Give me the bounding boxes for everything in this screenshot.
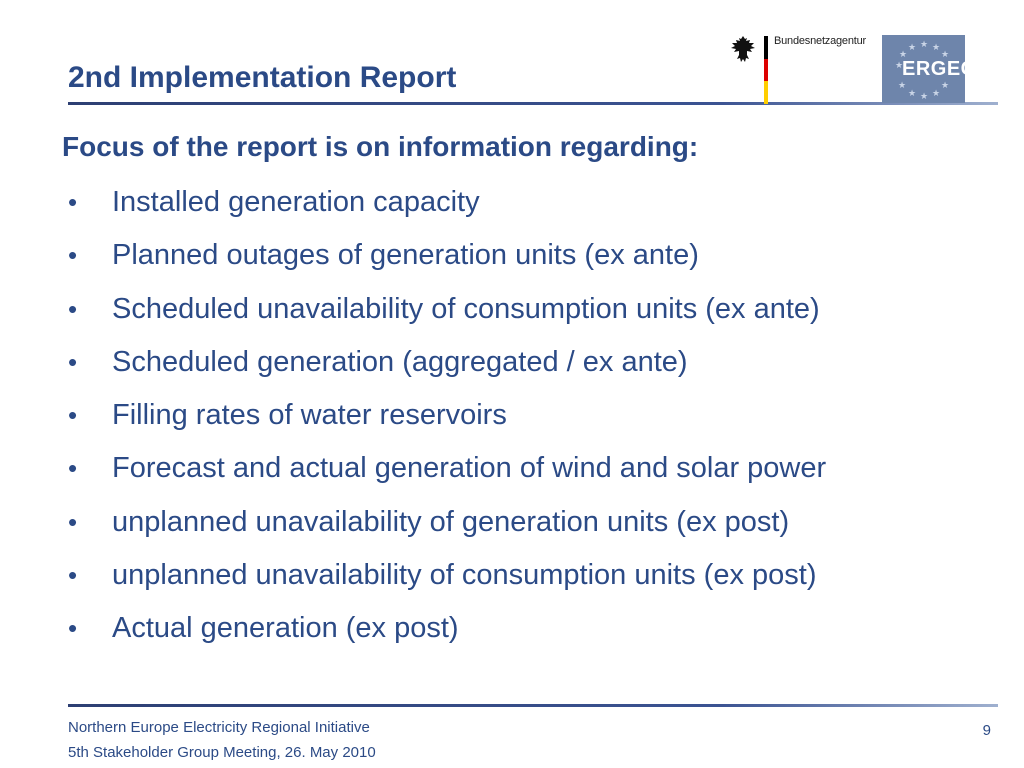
- bundesnetzagentur-label: Bundesnetzagentur: [774, 35, 867, 47]
- svg-text:★: ★: [920, 92, 929, 102]
- bullet-text: Filling rates of water reservoirs: [112, 399, 507, 432]
- bullet-text: Planned outages of generation units (ex ante): [112, 239, 699, 272]
- svg-text:★: ★: [908, 43, 917, 53]
- bullet-icon: •: [68, 400, 78, 431]
- bullet-icon: •: [68, 346, 78, 377]
- footer-meeting: 5th Stakeholder Group Meeting, 26. May 2010: [68, 744, 376, 761]
- svg-text:★: ★: [941, 81, 950, 91]
- bullet-icon: •: [68, 506, 78, 537]
- bullet-text: unplanned unavailability of consumption units (ex post): [112, 559, 817, 592]
- ergeg-label: ERGEG: [902, 58, 977, 80]
- bullet-icon: •: [68, 453, 78, 484]
- svg-text:★: ★: [941, 50, 950, 60]
- focus-subheading: Focus of the report is on information regarding:: [62, 131, 699, 162]
- footer-initiative: Northern Europe Electricity Regional Initiative: [68, 719, 370, 736]
- bullet-text: Installed generation capacity: [112, 186, 480, 218]
- bullet-icon: •: [68, 560, 78, 591]
- german-flag-bar: [764, 36, 768, 104]
- svg-text:★: ★: [908, 89, 917, 99]
- ergeg-logo: [882, 35, 977, 103]
- svg-text:★: ★: [898, 81, 907, 91]
- bundesnetzagentur-logo: [730, 32, 875, 104]
- bullet-icon: •: [68, 187, 78, 217]
- svg-text:★: ★: [932, 43, 941, 53]
- page-number: 9: [982, 722, 991, 739]
- svg-text:★: ★: [895, 61, 904, 71]
- svg-text:★: ★: [920, 40, 929, 50]
- bullet-text: Scheduled unavailability of consumption units (ex ante): [112, 292, 820, 325]
- slide-title: 2nd Implementation Report: [68, 61, 457, 94]
- bullet-icon: •: [68, 613, 78, 644]
- bullet-text: Forecast and actual generation of wind and solar power: [112, 452, 827, 485]
- bullet-text: Scheduled generation (aggregated / ex ante): [112, 345, 688, 378]
- federal-eagle-icon: [730, 34, 756, 64]
- svg-text:★: ★: [899, 50, 908, 60]
- bullet-icon: •: [68, 293, 78, 324]
- bullet-icon: •: [68, 240, 78, 271]
- footer-divider: [68, 704, 998, 707]
- svg-text:★: ★: [932, 89, 941, 99]
- bullet-text: unplanned unavailability of generation units (ex post): [112, 505, 790, 538]
- bullet-text: Actual generation (ex post): [112, 612, 459, 645]
